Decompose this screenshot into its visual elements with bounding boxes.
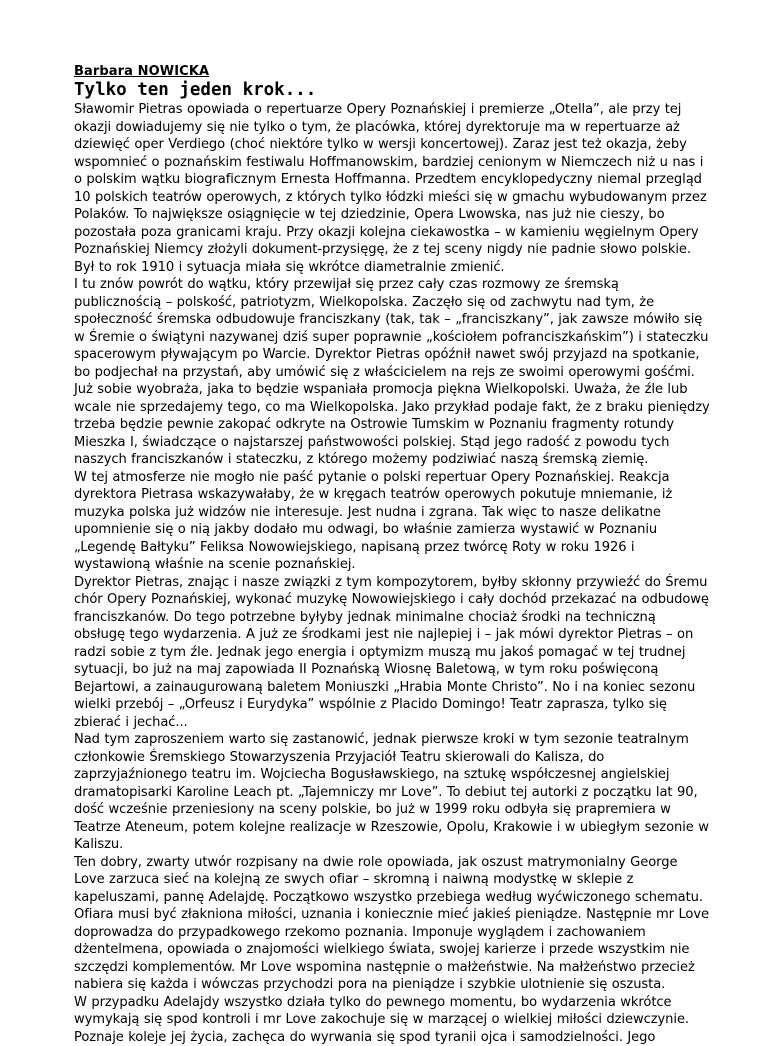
paragraph: Nad tym zaproszeniem warto się zastanowić, jednak pierwsze kroki w tym sezonie teatralnym członkowie Śremskiego Stowarzyszenia Przyjaciół Teatru skierowali do Kalisza, do zaprzyjaźnionego teatru im. Wojciecha Bogusławskiego, na sztukę współczesnej angielskiej dramatopisarki Karoline Leach pt. „Tajemniczy mr Love”. To debiut tej autorki z początku lat 90, dość wcześnie przeniesiony na sceny polskie, bo już w 1999 roku odbyła się prapremiera w Teatrze Ateneum, potem kolejne realizacje w Rzeszowie, Opolu, Krakowie i w ubiegłym sezonie w Kaliszu.	[74, 731, 710, 854]
paragraph: I tu znów powrót do wątku, który przewijał się przez cały czas rozmowy ze śremską publicznością – polskość, patriotyzm, Wielkopolska. Zaczęło się od zachwytu nad tym, że społeczność śremska odbudowuje franciszkany (tak, tak – „franciszkany”, jak zawsze mówiło się w Śremie o świątyni nazywanej dziś super poprawnie „kościołem pofranciszkańskim”) i stateczku spacerowym pływającym po Warcie. Dyrektor Pietras opóźnił nawet swój przyjazd na spotkanie, bo podjechał na przystań, aby umówić się z właścicielem na rejs ze swoimi operowymi gośćmi. Już sobie wyobraża, jaka to będzie wspaniała promocja piękna Wielkopolski. Uważa, że źle lub wcale nie sprzedajemy tego, co ma Wielkopolska. Jako przykład podaje fakt, że z braku pieniędzy trzeba będzie pewnie zakopać odkryte na Ostrowie Tumskim w Poznaniu fragmenty rotundy Mieszka I, świadczące o najstarszej państwowości polskiej. Stąd jego radość z powodu tych naszych franciszkanów i stateczku, z którego możemy podziwiać naszą śremską ziemię.	[74, 276, 710, 469]
article-body	[74, 101, 710, 1046]
paragraph: W przypadku Adelajdy wszystko działa tylko do pewnego momentu, bo wydarzenia wkrótce wymykają się spod kontroli i mr Love zakochuje się w marzącej o wielkiej miłości dziewczynie. Poznaje koleje jej życia, zachęca do wyrwania się spod tyranii ojca i samodzielności. Jego	[74, 994, 710, 1046]
paragraph: W tej atmosferze nie mogło nie paść pytanie o polski repertuar Opery Poznańskiej. Reakcja dyrektora Pietrasa wskazywałaby, że w kręgach teatrów operowych pokutuje mniemanie, iż muzyka polska już widzów nie interesuje. Jest nudna i zgrana. Tak więc to nasze delikatne upomnienie się o nią jakby dodało mu odwagi, bo właśnie zamierza wystawić w Poznaniu „Legendę Bałtyku” Feliksa Nowowiejskiego, napisaną przez twórcę Roty w roku 1926 i wystawioną właśnie na scenie poznańskiej.	[74, 469, 710, 574]
paragraph: Dyrektor Pietras, znając i nasze związki z tym kompozytorem, byłby skłonny przywieźć do Śremu chór Opery Poznańskiej, wykonać muzykę Nowowiejskiego i cały dochód przekazać na odbudowę franciszkanów. Do tego potrzebne byłyby jednak minimalne chociaż środki na techniczną obsługę tego wydarzenia. A już ze środkami jest nie najlepiej i – jak mówi dyrektor Pietras – on radzi sobie z tym źle. Jednak jego energia i optymizm muszą mu jakoś pomagać w tej trudnej sytuacji, bo już na maj zapowiada II Poznańską Wiosnę Baletową, w tym roku poświęconą Bejartowi, a zainaugurowaną baletem Moniuszki „Hrabia Monte Christo”. No i na koniec sezonu wielki przebój – „Orfeusz i Eurydyka” wspólnie z Placido Domingo! Teatr zaprasza, tylko się zbierać i jechać...	[74, 574, 710, 732]
paragraph: Ten dobry, zwarty utwór rozpisany na dwie role opowiada, jak oszust matrymonialny George Love zarzuca sieć na kolejną ze swych ofiar – skromną i naiwną modystkę w sklepie z kapeluszami, pannę Adelajdę. Początkowo wszystko przebiega według wyćwiczonego schematu. Ofiara musi być złakniona miłości, uznania i koniecznie mieć jakieś pieniądze. Następnie mr Love doprowadza do przypadkowego rzekomo poznania. Imponuje wyglądem i zachowaniem dżentelmena, opowiada o znajomości wielkiego świata, swojej karierze i przede wszystkim nie szczędzi komplementów. Mr Love wspomina następnie o małżeństwie. Na małżeństwo przecież nabiera się każda i wówczas przychodzi pora na pieniądze i szybkie ulotnienie się oszusta.	[74, 854, 710, 994]
paragraph: Sławomir Pietras opowiada o repertuarze Opery Poznańskiej i premierze „Otella”, ale przy tej okazji dowiadujemy się nie tylko o tym, że placówka, której dyrektoruje ma w repertuarze aż dziewięć oper Verdiego (choć niektóre tylko w wersji koncertowej). Zaraz jest też okazja, żeby wspomnieć o poznańskim festiwalu Hoffmanowskim, bardziej cenionym w Niemczech niż u nas i o polskim wątku biograficznym Ernesta Hoffmanna. Przedtem encyklopedyczny niemal przegląd 10 polskich teatrów operowych, z których tylko łódzki mieści się w gmachu wybudowanym przez Polaków. To największe osiągnięcie w tej dziedzinie, Opera Lwowska, nas już nie cieszy, bo pozostała poza granicami kraju. Przy okazji kolejna ciekawostka – w kamieniu węgielnym Opery Poznańskiej Niemcy złożyli dokument-przysięgę, że z tej sceny nigdy nie padnie słowo polskie. Był to rok 1910 i sytuacja miała się wkrótce diametralnie zmienić.	[74, 101, 710, 276]
article	[74, 64, 710, 1046]
article-title: Tylko ten jeden krok...	[74, 80, 710, 100]
author-name: Barbara NOWICKA	[74, 64, 710, 80]
